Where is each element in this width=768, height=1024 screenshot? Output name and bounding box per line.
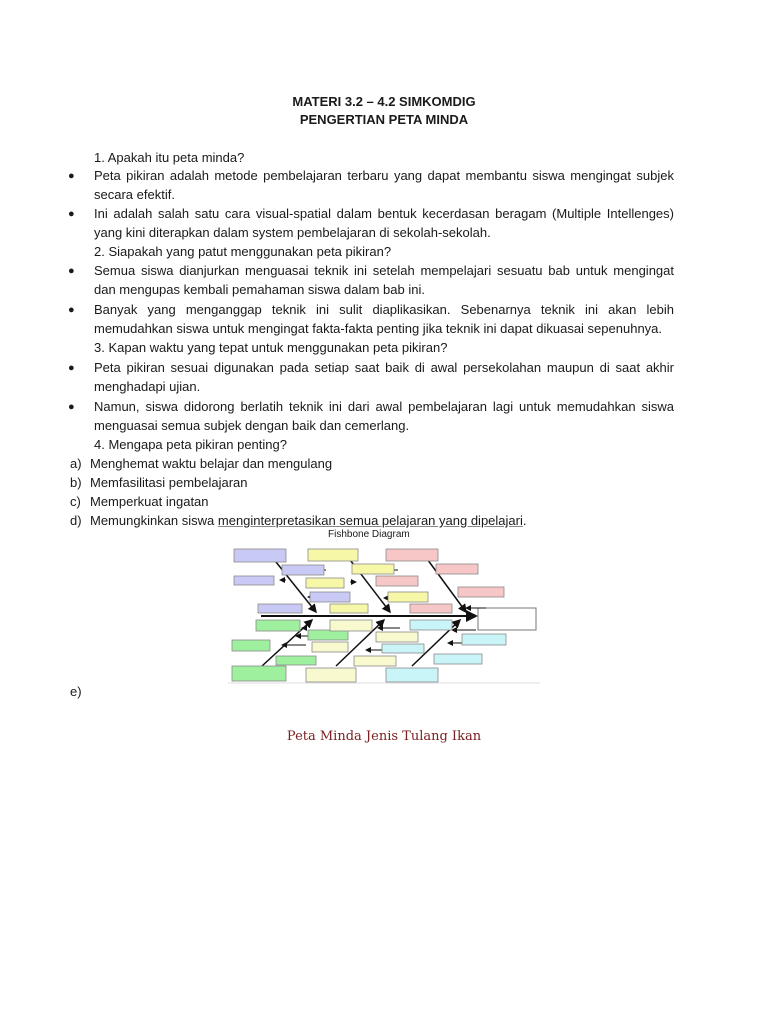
question-1: 1. Apakah itu peta minda?	[94, 150, 245, 165]
list-item-a: Menghemat waktu belajar dan mengulang	[90, 456, 333, 471]
bullet-icon: ●	[68, 401, 75, 413]
bullet-1-line-1: Peta pikiran adalah metode pembelajaran terbaru yang dapat membantu siswa mengingat subjek	[94, 168, 674, 183]
bullet-2-line-1: Ini adalah salah satu cara visual-spatial dalam bentuk kecerdasan beragam (Multiple Intellenges)	[94, 206, 674, 221]
head-box	[478, 608, 536, 630]
bullet-5-line-2: menghadapi ujian.	[94, 379, 201, 394]
figure-caption: Peta Minda Jenis Tulang Ikan	[286, 729, 482, 744]
bullet-3-line-2: dan mengupas kembali pemahaman siswa dalam bab ini.	[94, 282, 425, 297]
list-label-a: a)	[70, 456, 82, 471]
list-label-b: b)	[70, 475, 82, 490]
bullet-6-line-1: Namun, siswa didorong berlatih teknik ini dari awal pembelajaran lagi untuk memudahkan siswa	[94, 399, 674, 414]
list-item-c: Memperkuat ingatan	[90, 494, 209, 509]
list-item-d	[90, 511, 526, 530]
bullet-5-line-1: Peta pikiran sesuai digunakan pada setiap saat baik di awal persekolahan maupun di saat akhir	[94, 360, 674, 375]
bullet-icon: ●	[68, 362, 75, 374]
bullet-icon: ●	[68, 170, 75, 182]
question-2: 2. Siapakah yang patut menggunakan peta pikiran?	[94, 244, 392, 259]
bullet-6-line-2: menguasai semua subjek dengan baik dan cemerlang.	[94, 418, 410, 433]
list-item-b: Memfasilitasi pembelajaran	[90, 475, 248, 490]
bullet-3-line-1: Semua siswa dianjurkan menguasai teknik ini setelah mempelajari sesuatu bab untuk mengingat	[94, 263, 674, 278]
list-item-d-text-2: menginterpretasikan semua pelajaran yang dipelajari	[217, 513, 523, 528]
bullet-4-line-1: Banyak yang menganggap teknik ini sulit diaplikasikan. Sebenarnya teknik ini akan lebih	[94, 302, 674, 317]
question-4: 4. Mengapa peta pikiran penting?	[94, 437, 287, 452]
question-3: 3. Kapan waktu yang tepat untuk menggunakan peta pikiran?	[94, 340, 448, 355]
bullet-icon: ●	[68, 208, 75, 220]
bullet-icon: ●	[68, 304, 75, 316]
list-item-d-text-3: .	[522, 513, 527, 528]
list-item-d-text-1: Memungkinkan siswa	[90, 513, 218, 528]
document-subtitle: PENGERTIAN PETA MINDA	[299, 112, 469, 127]
bullet-1-line-2: secara efektif.	[94, 187, 175, 202]
bullet-2-line-2: yang kini diterapkan dalam system pembelajaran di sekolah-sekolah.	[94, 225, 491, 240]
list-label-c: c)	[70, 494, 81, 509]
fishbone-title: Fishbone Diagram	[328, 529, 410, 540]
list-label-e: e)	[70, 684, 82, 699]
bullet-4-line-2: memudahkan siswa untuk mengingat fakta-fakta penting jika teknik ini dapat dikuasai sepenuhnya.	[94, 321, 663, 336]
list-label-d: d)	[70, 513, 82, 528]
document-title: MATERI 3.2 – 4.2 SIMKOMDIG	[292, 94, 476, 109]
fishbone-diagram	[226, 540, 542, 686]
bullet-icon: ●	[68, 265, 75, 277]
